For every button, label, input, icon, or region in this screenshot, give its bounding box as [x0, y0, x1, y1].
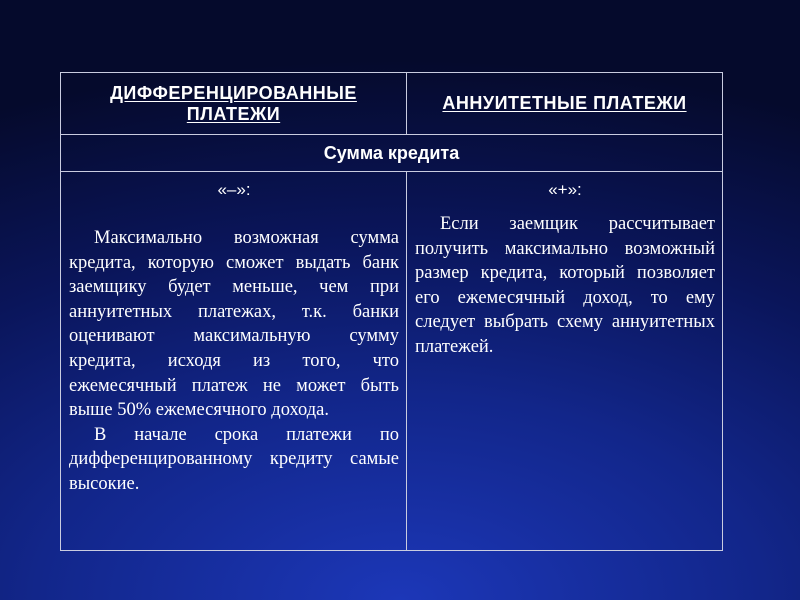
header-differentiated: ДИФФЕРЕНЦИРОВАННЫЕ ПЛАТЕЖИ: [110, 82, 357, 124]
annuity-paragraph-1: Если заемщик рассчитывает получить максимально возможный размер кредита, который позволяет его ежемесячный доход, то ему следует выбрать схему аннуитетных платежей.: [415, 214, 715, 357]
header-cell-annuity: [407, 73, 723, 135]
differentiated-paragraph-1: Максимально возможная сумма кредита, которую сможет выдать банк заемщику будет меньше, чем при аннуитетных платежах, т.к. банки оценивают максимальную сумму кредита, исходя из того, что ежемесячный платеж не может быть выше 50% ежемесячного дохода.: [69, 228, 399, 421]
plus-sign-label: «+»:: [548, 180, 582, 199]
section-row: [61, 135, 723, 172]
comparison-table: [60, 72, 723, 551]
section-title: Сумма кредита: [61, 135, 723, 172]
differentiated-paragraph-2: В начале срока платежи по дифференцированному кредиту самые высокие.: [69, 424, 399, 494]
header-row: [61, 73, 723, 135]
header-annuity: АННУИТЕТНЫЕ ПЛАТЕЖИ: [442, 93, 687, 113]
content-row: [61, 172, 723, 551]
differentiated-cell: [61, 172, 407, 551]
header-cell-differentiated: [61, 73, 407, 135]
annuity-cell: [407, 172, 723, 551]
minus-sign-label: «–»:: [217, 180, 251, 199]
